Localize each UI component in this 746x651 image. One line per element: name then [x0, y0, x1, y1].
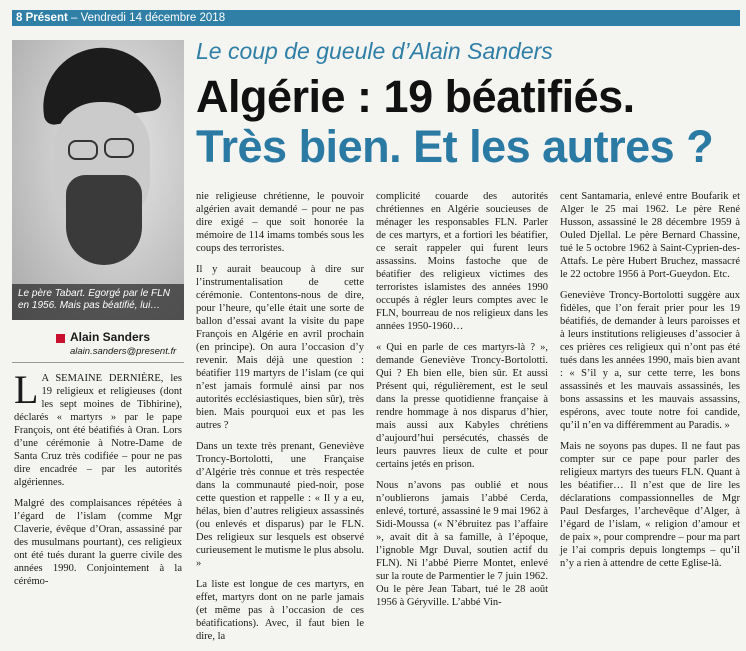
article-kicker: Le coup de gueule d’Alain Sanders: [196, 38, 553, 64]
paragraph: Mais ne soyons pas dupes. Il ne faut pas compter sur ce pape pour parler des religieux martyrs des tueurs FLN. Quant à les béatifier… Il n’est que de lire les déclarations compassionnelles de Mgr Paul Desfarges, l’archevêque d’Alger, à l’égard de l’islam, « religion d’amour et de paix », pour comprendre – pour ma part je l’ai compris depuis longtemps – qu’il n’y a rien à attendre de cette Eglise-là.: [560, 441, 740, 569]
article-column-2: [196, 190, 364, 651]
paragraph: nie religieuse chrétienne, le pouvoir algérien avait demandé – pour ne pas dire exigé – que soit honorée la mémoire de 114 imams tombés sous les coups des terroristes.: [196, 191, 364, 254]
paragraph: « Qui en parle de ces martyrs-là ? », demande Geneviève Troncy-Bortolotti. Qui ? Eh bien elle, bien sûr. Et aussi Présent qui, régulièrement, est le seul dans la presse quotidienne française à rendre hommage à nos disparus d’hier, mais aussi aux Kabyles chrétiens d’aujourd’hui persécutés, chassés de leurs pauvres lieux de culte et pour certains jetés en prison.: [376, 342, 548, 470]
paragraph: Geneviève Troncy-Bortolotti suggère aux fidèles, que l’on ferait prier pour les 19 béatifiés, de demander à leurs paroisses et à leurs institutions religieuses d’associer à ces prières ces religieux qui n’ont pas été tués dans les années 1990, mais bien avant : « S’il y a, sur cette terre, les bons assassinés et les mauvais assassinés, les bons assassins et les mauvais assassins, espérons, avec toute notre foi candide, qu’il n’en va différemment au Paradis. »: [560, 290, 740, 431]
paragraph: Dans un texte très prenant, Geneviève Troncy-Bortolotti, une Française d’Algérie très connue et très respectée dans la communauté pied-noir, pose cette question et rappelle : « Il y a eu, hélas, bien d’autres religieux assassinés (ou enlevés et disparus) par le FLN. Des religieux sur lesquels est observé curieusement le mutisme le plus absolu. »: [196, 441, 364, 569]
paragraph: L A SEMAINE DERNIÈRE, les 19 religieux et religieuses (dont les sept moines de Tibhirine), déclarés « martyrs » par le pape François, ont été béatifiés à Oran. Lors d’une cérémonie à Notre-Dame de Santa Cruz très codifiée – pour ne pas dire encadrée – par les autorités algériennes.: [14, 367, 182, 488]
page-number: 8: [16, 12, 23, 24]
header-bar: [12, 10, 740, 26]
glasses-right: [104, 138, 134, 158]
paragraph: Il y aurait beaucoup à dire sur l’instrumentalisation de cette cérémonie. Contentons-nous de dire, pour l’heure, qu’elle était une sorte de ballon d’essai avant la visite du pape François en Algérie en avril prochain (en principe). On aura l’occasion d’y revenir. Mais déjà une question : béatifier 119 martyrs de l’islam (ce qui n’est jamais formulé ainsi par nos autorités ecclésiastiques, bien sûr), très bien. Mais pourquoi eux et pas les autres ?: [196, 264, 364, 431]
byline-divider: [12, 362, 184, 363]
paragraph: Malgré des complaisances répétées à l’égard de l’islam (comme Mgr Claverie, évêque d’Oran, assassiné par des musulmans pourtant), ces religieux ont été tués durant la guerre civile des années 1990. Conjointement à la cérémo-: [14, 498, 182, 587]
article-column-1: [14, 367, 182, 596]
article-title-line2: Très bien. Et les autres ?: [196, 121, 714, 172]
header-publication-line: [16, 10, 225, 26]
author-email: alain.sanders@present.fr: [70, 346, 177, 357]
paragraph: cent Santamaria, enlevé entre Boufarik et Alger le 25 mai 1962. Le père René Husson, assassiné le 28 décembre 1959 à Ouled Djellal. Le père Bernard Chassine, tué le 5 octobre 1962 à Saint-Cyprien-des-Attafs. Le père Hubert Bruchez, massacré le 22 octobre 1956 à Port-Gueydon. Etc.: [560, 191, 740, 280]
article-title-line1: Algérie : 19 béatifiés.: [196, 71, 635, 122]
article-column-3: [376, 190, 548, 617]
author-name: Alain Sanders: [70, 330, 151, 344]
paragraph: La liste est longue de ces martyrs, en effet, martyrs dont on ne parle jamais (et même pas à l’occasion de ces béatifications). Avec, il faut bien le dire, la: [196, 579, 364, 642]
paragraph: complicité couarde des autorités chrétiennes en Algérie soucieuses de ménager les responsables FLN. Parler de ces martyrs, et a fortiori les béatifier, ce serait rappeler qui furent leurs assassins. Moins fastoche que de béatifier des religieux victimes des terroristes islamistes des années 1990 occupés à régler leurs comptes avec le FLN, bourreau de nos religieux dans les années 1950-1960…: [376, 191, 548, 332]
photo-caption: Le père Tabart. Egorgé par le FLN en 1956. Mais pas béatifié, lui…: [12, 284, 184, 320]
article-column-4: [560, 190, 740, 578]
byline-square-icon: [56, 334, 65, 343]
publication-name: Présent: [25, 12, 68, 24]
portrait-photo: [12, 40, 184, 320]
dropcap: L: [14, 367, 39, 412]
paragraph: Nous n’avons pas oublié et nous n’oublierons jamais l’abbé Cerda, enlevé, torturé, assassiné le 9 mai 1962 à Sidi-Moussa (« N’ébruitez pas l’affaire », avait dit à sa famille, à l’époque, l’ignoble Mgr Duval, soutien actif du FLN). Ni l’abbé Pierre Montet, enlevé sur la route de Parmentier le 7 juin 1962. Ou le père Jean Tabart, tué le 28 août 1956 à Géryville. L’abbé Vin-: [376, 480, 548, 608]
glasses-left: [68, 140, 98, 160]
beard-shape: [66, 175, 142, 265]
issue-date: – Vendredi 14 décembre 2018: [71, 12, 226, 24]
